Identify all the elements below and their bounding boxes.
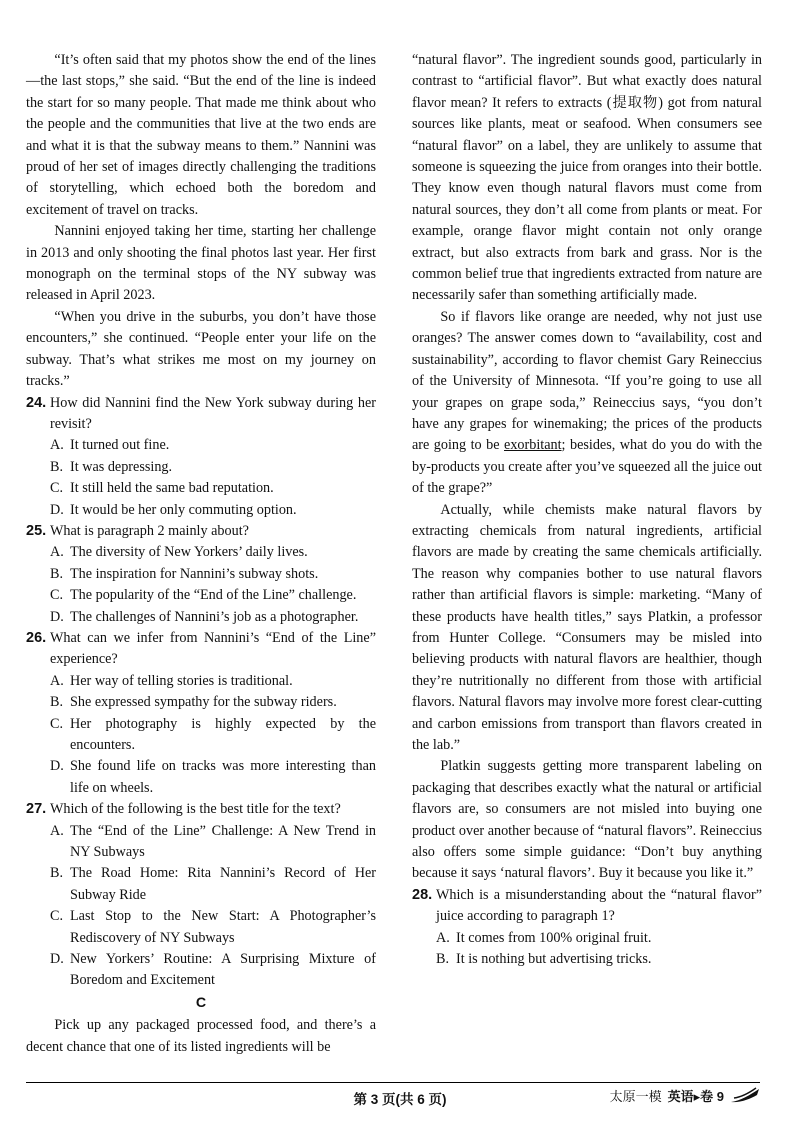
option-letter: C. <box>50 587 64 604</box>
passage-b-paragraph-3: “When you drive in the suburbs, you don’t have those encounters,” she continued. “People enter your life on the subway. That’s what strikes me most on my journey on tracks.” <box>26 308 376 390</box>
option-text: The challenges of Nannini’s job as a photographer. <box>70 608 359 625</box>
subject-label: 英语▸卷 9 <box>667 1089 724 1104</box>
option-text: She found life on tracks was more interesting than life on wheels. <box>70 758 376 796</box>
question-27 <box>26 799 376 992</box>
option-text: The Road Home: Rita Nannini’s Record of Her Subway Ride <box>70 865 376 903</box>
page-number: 第 3 页(共 6 页) <box>353 1092 447 1107</box>
option-letter: B. <box>50 565 64 582</box>
option-b <box>26 457 376 478</box>
passage-c-paragraph-4: Platkin suggests getting more transparent labeling on packaging that describes exactly what the natural or artificial flavors are, so consumers are not misled into buying one product over another because of “natural flavors”. Reineccius also offers some simple guidance: “Don’t buy anything because it says ‘natural flavors’. Buy it because you like it.” <box>412 758 762 882</box>
option-letter: B. <box>436 951 450 968</box>
option-d <box>26 756 376 799</box>
question-number: 28. <box>412 886 433 903</box>
option-letter: B. <box>50 458 64 475</box>
option-text: It comes from 100% original fruit. <box>456 929 652 946</box>
option-text: New Yorkers’ Routine: A Surprising Mixture of Boredom and Excitement <box>70 951 376 989</box>
question-number: 24. <box>26 394 47 411</box>
question-text: What can we infer from Nannini’s “End of the Line” experience? <box>50 629 376 668</box>
option-b <box>412 949 762 970</box>
question-number: 26. <box>26 629 47 646</box>
option-text: The popularity of the “End of the Line” challenge. <box>70 587 357 604</box>
option-letter: C. <box>50 480 64 497</box>
option-c <box>26 714 376 757</box>
option-letter: D. <box>50 501 64 518</box>
option-b <box>26 564 376 585</box>
question-26 <box>26 628 376 799</box>
option-text: Her photography is highly expected by the encounters. <box>70 715 376 753</box>
option-d <box>26 607 376 628</box>
option-a <box>26 671 376 692</box>
swoosh-logo-icon <box>730 1087 760 1105</box>
option-letter: A. <box>50 822 64 839</box>
page-footer <box>0 1082 800 1112</box>
footer-divider <box>26 1082 760 1083</box>
option-text: It still held the same bad reputation. <box>70 480 274 497</box>
passage-b-paragraph-1: “It’s often said that my photos show the end of the lines—the last stops,” she said. “But the end of the line is indeed the start for so many people. That made me think about who the people and the communities that live at the two ends are and what it is that the subway means to them.” Nannini was proud of her set of images directly challenging the traditions of storytelling, which echoed both the boredom and excitement of travel on tracks. <box>26 52 376 218</box>
option-letter: C. <box>50 908 64 925</box>
option-b <box>26 692 376 713</box>
option-letter: D. <box>50 608 64 625</box>
question-25 <box>26 521 376 628</box>
passage-b-paragraph-2: Nannini enjoyed taking her time, starting her challenge in 2013 and only shooting the final photos last year. Her first monograph on the terminal stops of the NY subway was released in April 2023. <box>26 223 376 304</box>
underlined-word: exorbitant <box>504 437 562 454</box>
paragraph-text: ; besides, what do you do with the by-products you create after you’ve squeezed all the juice out of the grape?” <box>412 437 763 497</box>
paragraph-text: So if flavors like orange are needed, why not just use oranges? The answer comes down to “availability, cost and sustainability”, according to flavor chemist Gary Reineccius of the University of Minnesota. “If you’re going to use all your grapes on grape soda,” Reineccius says, “you don’t have any grapes for winemaking; the prices of the products are going to be <box>412 308 762 454</box>
option-text: It would be her only commuting option. <box>70 501 297 518</box>
exam-brand <box>610 1086 760 1105</box>
option-a <box>26 821 376 864</box>
option-a <box>412 928 762 949</box>
passage-c-paragraph-2 <box>412 307 762 500</box>
option-d <box>26 500 376 521</box>
option-text: The diversity of New Yorkers’ daily lives. <box>70 544 308 561</box>
option-text: She expressed sympathy for the subway riders. <box>70 694 337 711</box>
option-letter: A. <box>50 544 64 561</box>
question-number: 27. <box>26 801 47 818</box>
option-text: Last Stop to the New Start: A Photographer’s Rediscovery of NY Subways <box>70 908 376 946</box>
option-letter: A. <box>50 672 64 689</box>
section-heading-c: C <box>195 994 207 1011</box>
passage-c-paragraph-1: “natural flavor”. The ingredient sounds good, particularly in contrast to “artificial flavor”. But what exactly does natural flavor mean? It refers to extracts (提取物) got from natural sources like plants, meat or seafood. When consumers see “natural flavor” on a label, they are unlikely to assume that someone is squeezing the juice from oranges into their bottle. They know even though natural flavors must come from natural sources, they don’t all come from plants or meat. For example, orange flavor might contain not only orange extract, but also extracts from bark and grass. Nor is the common belief true that ingredients extracted from nature are necessarily safer than something artificially made. <box>412 52 762 304</box>
option-letter: B. <box>50 865 64 882</box>
option-letter: C. <box>50 715 64 732</box>
question-text: What is paragraph 2 mainly about? <box>50 522 249 539</box>
question-24 <box>26 393 376 521</box>
question-number: 25. <box>26 522 47 539</box>
option-c <box>26 906 376 949</box>
option-letter: A. <box>436 929 450 946</box>
option-letter: D. <box>50 951 64 968</box>
question-28 <box>412 885 762 971</box>
left-column <box>26 50 376 1058</box>
passage-c-paragraph-3: Actually, while chemists make natural flavors by extracting chemicals from natural ingredients, artificial flavors are made by creating the same chemicals artificially. The reason why companies bother to use natural flavors rather than artificial flavors is simple: marketing. “Many of these products have health titles,” says Platkin, a professor from Hunter College. “Consumers may be misled into believing products with natural flavors are healthier, though they’re nutritionally no different from those with artificial flavors. Natural flavors may involve more forest clear-cutting and carbon emissions from transport than flavors created in the lab.” <box>412 501 762 753</box>
question-text: Which of the following is the best title for the text? <box>50 801 341 818</box>
question-text: Which is a misunderstanding about the “natural flavor” juice according to paragraph 1? <box>436 886 762 925</box>
option-letter: A. <box>50 437 64 454</box>
passage-c-intro: Pick up any packaged processed food, and there’s a decent chance that one of its listed ingredients will be <box>26 1017 376 1055</box>
option-text: It turned out fine. <box>70 437 170 454</box>
option-c <box>26 478 376 499</box>
option-letter: B. <box>50 694 64 711</box>
option-text: Her way of telling stories is traditional. <box>70 672 293 689</box>
option-d <box>26 949 376 992</box>
option-text: The inspiration for Nannini’s subway shots. <box>70 565 319 582</box>
option-text: It was depressing. <box>70 458 173 475</box>
brand-name: 太原一模 <box>609 1089 662 1104</box>
option-letter: D. <box>50 758 64 775</box>
right-column <box>412 50 762 970</box>
option-text: The “End of the Line” Challenge: A New Trend in NY Subways <box>70 822 376 861</box>
option-text: It is nothing but advertising tricks. <box>456 951 652 968</box>
question-text: How did Nannini find the New York subway during her revisit? <box>50 394 376 432</box>
option-b <box>26 863 376 906</box>
option-c <box>26 585 376 606</box>
option-a <box>26 435 376 456</box>
option-a <box>26 542 376 563</box>
